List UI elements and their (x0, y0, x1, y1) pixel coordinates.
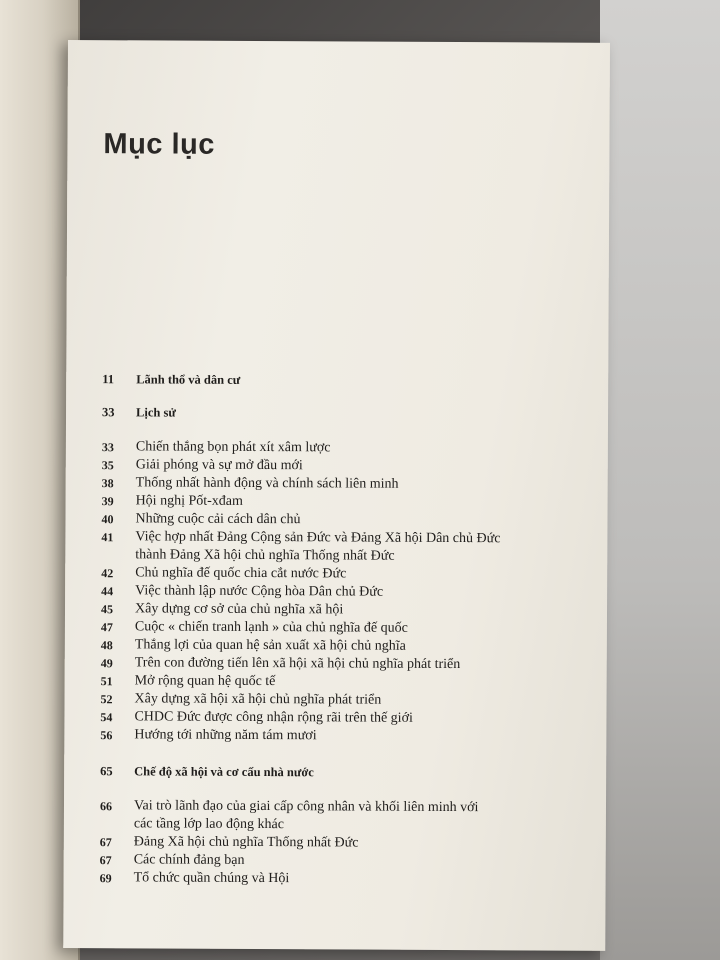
toc-entry-title: Tổ chức quần chúng và Hội (133, 870, 290, 887)
toc-page-number: 69 (99, 871, 112, 886)
toc-section (102, 370, 572, 390)
toc-section (102, 403, 572, 423)
toc-entry-title: Việc hợp nhất Đảng Cộng sản Đức và Đảng Xã hội Dân chủ Đức (135, 529, 501, 547)
toc-page-number: 52 (100, 692, 113, 707)
table-of-contents (100, 370, 573, 889)
toc-page-number: 66 (99, 799, 113, 814)
toc-entry-title: các tầng lớp lao động khác (133, 816, 285, 833)
toc-entry-title: Việc thành lập nước Cộng hòa Dân chủ Đức (135, 583, 384, 600)
toc-page-number: 35 (101, 458, 114, 473)
toc-page-number: 41 (101, 530, 114, 545)
toc-page-number: 67 (99, 853, 112, 868)
toc-page-number: 49 (100, 656, 113, 671)
toc-page-number: 38 (101, 476, 114, 491)
toc-page-number: 67 (99, 835, 112, 850)
toc-entry-title: Lãnh thổ và dân cư (136, 372, 241, 387)
toc-entry (100, 726, 570, 746)
table-surface (600, 0, 720, 960)
toc-section (100, 762, 570, 782)
toc-entry-title: Chế độ xã hội và cơ cấu nhà nước (134, 764, 314, 780)
toc-entry-title: Lịch sử (136, 405, 176, 420)
toc-page-number: 54 (100, 710, 113, 725)
toc-page-number: 48 (100, 638, 113, 653)
toc-entry-title: CHDC Đức được công nhận rộng rãi trên thế giới (134, 709, 413, 726)
toc-entry-title: thành Đảng Xã hội chủ nghĩa Thống nhất Đức (135, 547, 395, 564)
toc-entry-title: Chủ nghĩa đế quốc chia cắt nước Đức (135, 565, 347, 582)
toc-entry-title: Giải phóng và sự mở đầu mới (135, 457, 303, 474)
toc-entry-title: Cuộc « chiến tranh lạnh » của chủ nghĩa đế quốc (134, 619, 408, 636)
toc-entry-title: Chiến thắng bọn phát xít xâm lược (135, 439, 331, 456)
page-title: Mục lục (103, 128, 216, 161)
book-page (63, 40, 610, 951)
toc-page-number: 44 (101, 584, 114, 599)
toc-entry-title: Thống nhất hành động và chính sách liên minh (135, 475, 399, 492)
toc-entry-title: Xây dựng cơ sở của chủ nghĩa xã hội (134, 601, 344, 618)
toc-entry-title: Trên con đường tiến lên xã hội xã hội chủ nghĩa phát triển (134, 655, 461, 673)
toc-entry-title: Các chính đảng bạn (133, 852, 245, 868)
toc-entry-title: Xây dựng xã hội xã hội chủ nghĩa phát triển (134, 691, 382, 708)
toc-entry-title: Những cuộc cải cách dân chủ (135, 511, 301, 528)
toc-page-number: 33 (102, 405, 115, 420)
toc-entry-title: Hướng tới những năm tám mươi (134, 727, 317, 744)
toc-entry-title: Thắng lợi của quan hệ sản xuất xã hội chủ nghĩa (134, 637, 406, 654)
toc-page-number: 56 (100, 728, 113, 743)
toc-entry (100, 869, 570, 889)
toc-page-number: 40 (101, 512, 114, 527)
toc-page-number: 39 (101, 494, 114, 509)
toc-page-number: 42 (101, 566, 114, 581)
toc-entry-title: Vai trò lãnh đạo của giai cấp công nhân và khối liên minh với (133, 798, 479, 816)
toc-entry-title: Đảng Xã hội chủ nghĩa Thống nhất Đức (133, 834, 359, 851)
toc-page-number: 47 (100, 620, 113, 635)
toc-page-number: 65 (100, 764, 113, 779)
toc-page-number: 11 (102, 372, 115, 387)
toc-page-number: 45 (100, 602, 114, 617)
toc-page-number: 33 (101, 440, 114, 455)
toc-page-number: 51 (100, 674, 113, 689)
toc-entry-title: Mở rộng quan hệ quốc tế (134, 673, 276, 690)
toc-entry-title: Hội nghị Pốt-xđam (135, 493, 243, 509)
